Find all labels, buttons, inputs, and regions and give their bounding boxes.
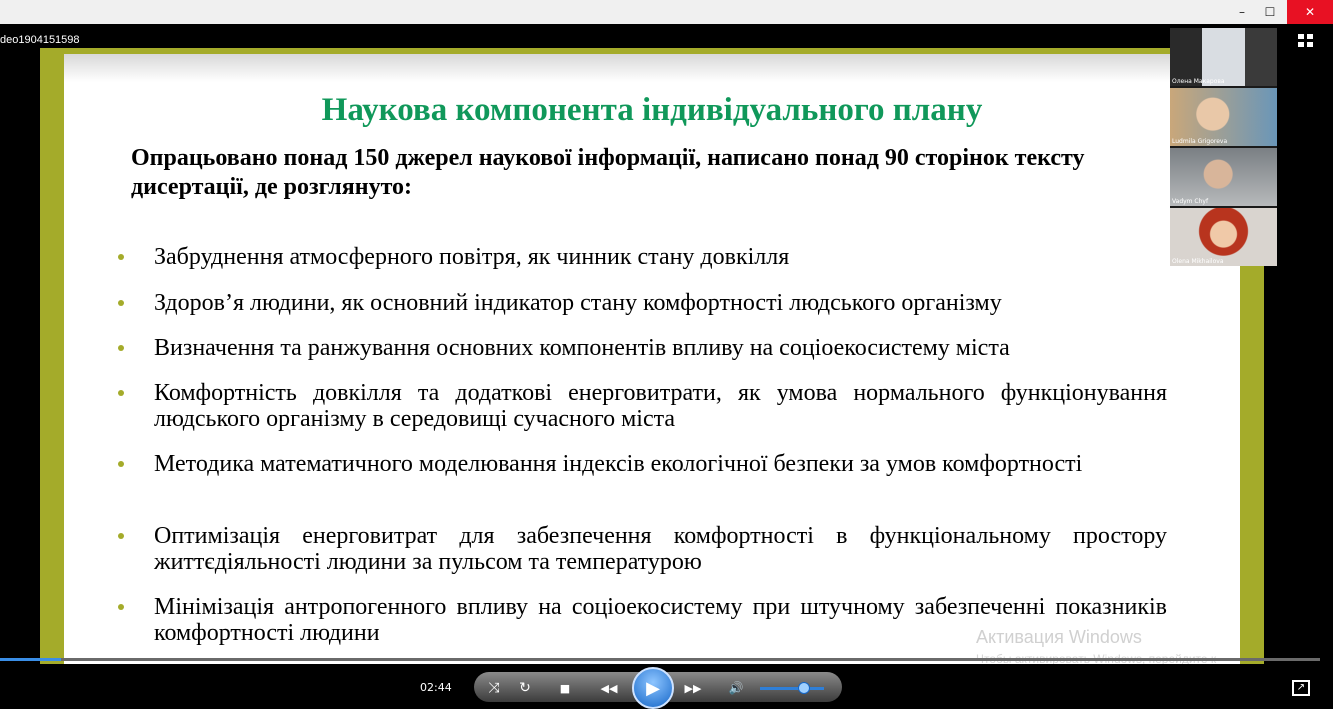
participant-video[interactable] [1170,148,1277,206]
maximize-icon: ☐ [1264,5,1276,19]
bullet-text: Здоров’я людини, як основний індикатор стану комфортності людського організму [154,290,1002,316]
close-button[interactable] [1287,0,1333,24]
bullet-item [134,290,1167,316]
minimize-icon: – [1239,5,1245,19]
bullet-text: Оптимізація енерговитрат для забезпечення комфортності в функціональному простору життєдіяльності людини за пульсом та температурою [154,523,1167,575]
close-icon: ✕ [1304,5,1316,19]
presentation-slide [40,48,1264,694]
shuffle-button[interactable] [484,678,504,698]
stop-icon: ■ [559,681,571,695]
next-button[interactable] [676,678,710,698]
activation-watermark-title: Активация Windows [976,627,1142,647]
previous-button[interactable] [592,678,626,698]
bullet-item [134,451,1167,477]
layout-switch-icon[interactable] [1298,34,1314,48]
elapsed-time: 02:44 [420,681,452,694]
bullet-text: Мінімізація антропогенного впливу на соціоекосистему при штучному забезпеченні показників комфортності людини [154,594,1167,646]
bullet-item [134,244,1167,270]
shuffle-icon: ⤨ [488,680,500,696]
maximize-button[interactable] [1252,0,1288,24]
seek-progress [0,658,61,661]
bullet-text: Комфортність довкілля та додаткові енерговитрати, як умова нормального функціонування людського організму в середовищі сучасного міста [154,380,1167,432]
bullet-text: Методика математичного моделювання індексів екологічної безпеки за умов комфортності [154,451,1083,477]
participant-name: Vadym Chyf [1172,198,1209,205]
volume-slider-thumb[interactable] [798,682,810,694]
seek-bar[interactable] [0,658,1320,661]
participant-video[interactable] [1170,28,1277,86]
mute-button[interactable] [726,678,746,698]
bullet-item [134,380,1167,432]
play-button[interactable] [632,667,674,709]
participant-panel [1170,28,1277,266]
expand-icon: ↗ [1296,682,1306,693]
bullet-dot-icon [118,604,124,610]
bullet-text: Забруднення атмосферного повітря, як чинник стану довкілля [154,244,790,270]
switch-to-now-playing-button[interactable] [1292,680,1310,696]
participant-name: Olena Mikhailova [1172,258,1224,265]
repeat-button[interactable] [515,678,535,698]
window-title-bar [0,0,1333,24]
bullet-dot-icon [118,300,124,306]
play-icon: ▶ [646,677,660,699]
previous-icon: ◀◀ [600,681,618,695]
bullet-dot-icon [118,345,124,351]
participant-video[interactable] [1170,208,1277,266]
next-icon: ▶▶ [684,681,702,695]
media-player[interactable] [0,24,1333,706]
participant-name: Олена Макарова [1172,78,1225,85]
bullet-item [134,335,1167,361]
playback-controls [0,664,1333,706]
participant-video[interactable] [1170,88,1277,146]
stop-button[interactable] [555,678,575,698]
file-name: deo1904151598 [0,34,80,46]
bullet-dot-icon [118,461,124,467]
slide-title: Наукова компонента індивідуального плану [321,92,983,128]
repeat-icon: ↻ [519,680,531,696]
slide-header-shade [64,54,1240,82]
volume-icon: 🔊 [728,681,744,695]
volume-slider[interactable] [760,687,824,690]
bullet-item [134,523,1167,575]
bullet-dot-icon [118,390,124,396]
participant-name: Ludmila Grigoreva [1172,138,1228,145]
bullet-dot-icon [118,533,124,539]
slide-content [64,54,1240,694]
slide-intro: Опрацьовано понад 150 джерел наукової інформації, написано понад 90 сторінок тексту дисертації, де розглянуто: [131,145,1085,200]
bullet-text: Визначення та ранжування основних компонентів впливу на соціоекосистему міста [154,335,1010,361]
bullet-dot-icon [118,254,124,260]
